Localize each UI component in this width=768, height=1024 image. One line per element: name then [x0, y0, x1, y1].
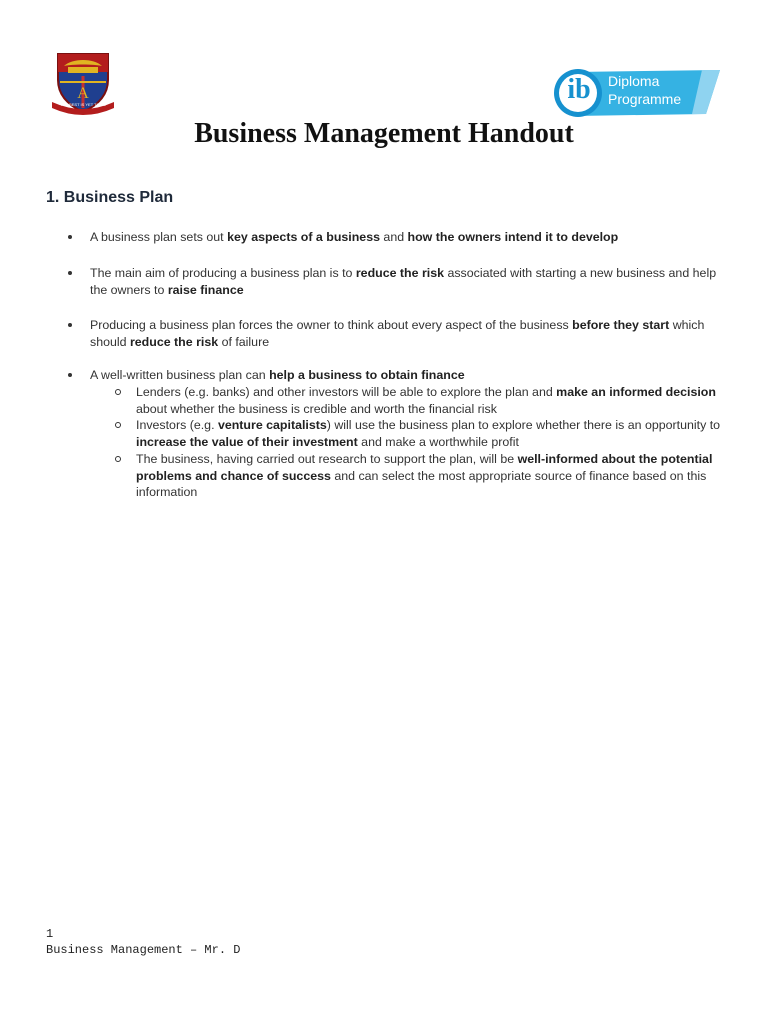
sub-list-item [136, 451, 726, 501]
svg-text:A: A [77, 85, 89, 102]
text: Investors (e.g. [136, 418, 218, 432]
text: ) will use the business plan to explore whether there is an opportunity to [326, 418, 721, 432]
ib-line2: Programme [608, 91, 682, 107]
list-item [90, 367, 724, 384]
text: and [379, 230, 408, 244]
text: of failure [218, 334, 270, 349]
ib-diploma-logo [552, 66, 722, 120]
sub-list-item [136, 384, 726, 417]
text: and make a worthwhile profit [357, 434, 519, 449]
list-item [90, 229, 724, 246]
ib-line1: Diploma [608, 73, 660, 89]
bold-text: venture capitalists [217, 418, 327, 432]
bold-text: reduce the risk [129, 334, 219, 349]
sub-list-item [136, 417, 726, 450]
bold-text: reduce the risk [355, 266, 445, 280]
bold-text: raise finance [167, 282, 244, 297]
footer-text: Business Management – Mr. D [46, 943, 241, 957]
page-title: Business Management Handout [194, 118, 574, 149]
bold-text: help a business to obtain finance [269, 368, 465, 382]
list-item [90, 317, 724, 350]
bold-text: how the owners intend it to develop [407, 230, 619, 244]
crest-motto: THE BEST IS YET TO BE [59, 102, 107, 107]
bold-text: increase the value of their investment [136, 434, 358, 449]
text: The main aim of producing a business plan is to [90, 266, 356, 280]
text: The business, having carried out research to support the plan, will be [136, 452, 518, 466]
text: A business plan sets out [90, 230, 228, 244]
bold-text: well-informed about the potential problems and chance of success [136, 452, 713, 483]
list-item [90, 265, 724, 298]
text: Lenders (e.g. banks) and other investors will be able to explore the plan and [136, 385, 557, 399]
page-number: 1 [46, 927, 54, 941]
text: A well-written business plan can [90, 368, 270, 382]
bold-text: key aspects of a business [227, 230, 380, 244]
bold-text: make an informed decision [556, 385, 716, 399]
ib-mark: ib [567, 74, 591, 105]
text: and can select the most appropriate source of finance based on this information [136, 468, 707, 499]
school-crest-icon [50, 50, 116, 116]
text: associated with starting a new business and help the owners to [90, 266, 717, 297]
text: Producing a business plan forces the owner to think about every aspect of the business [90, 318, 573, 332]
text: about whether the business is credible and worth the financial risk [136, 401, 497, 416]
text: which should [90, 318, 705, 349]
section-heading: 1. Business Plan [46, 189, 174, 206]
bold-text: before they start [572, 318, 670, 332]
